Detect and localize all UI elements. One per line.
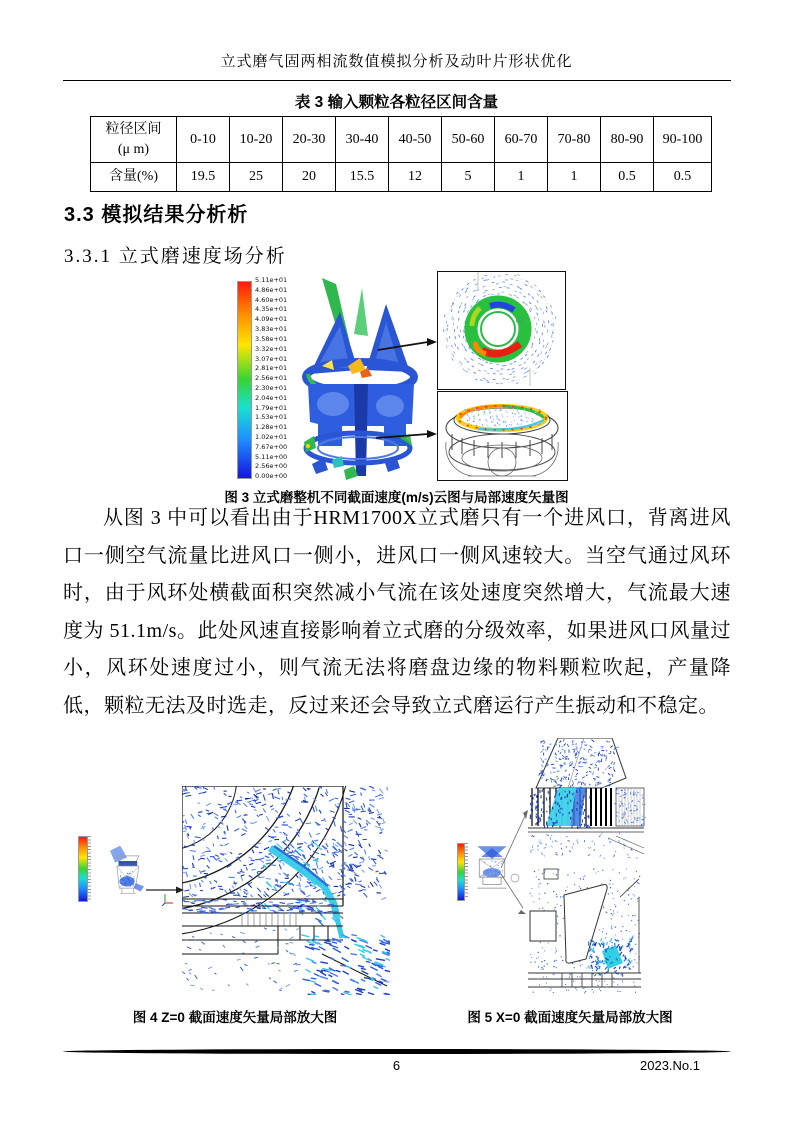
content-value-cell: 12 [389,163,442,192]
colorbar-tick-label: 1.53e+01 [255,413,288,422]
table-row-label: 含量(%) [91,163,177,192]
content-value-cell: 0.5 [654,163,712,192]
section-heading-3-3-1: 3.3.1 立式磨速度场分析 [64,246,287,267]
content-value-cell: 5 [442,163,495,192]
table-header-row [91,117,712,163]
page-number: 6 [392,1058,401,1073]
colorbar-tick-label: 1.28e+01 [255,423,288,432]
colorbar-tick-label: 3.58e+01 [255,334,288,343]
table-header-line1: 粒径区间 [105,121,162,137]
figure5-top-vector-panel [528,738,646,860]
figure5-caption: 图 5 X=0 截面速度矢量局部放大图 [467,1010,673,1025]
colorbar-tick-label: 1.02e+01 [255,433,288,441]
figure4-caption: 图 4 Z=0 截面速度矢量局部放大图 [132,1010,338,1025]
colorbar-tick-label: 2.30e+01 [255,383,288,392]
footer-rule [63,1049,731,1054]
issue-label: 2023.No.1 [640,1058,700,1073]
colorbar-tick-label: 2.04e+01 [255,393,288,402]
classifier-rim-vector-image [438,392,564,477]
figure5-colorbar [457,843,465,901]
classifier-vector-box [437,391,568,481]
callout-arrow-icons [372,330,438,445]
content-value-cell: 1 [548,163,601,192]
section-heading-3-3: 3.3 模拟结果分析析 [64,204,249,226]
header-rule [63,80,731,81]
range-header-cell: 60-70 [495,117,548,163]
range-header-cell: 10-20 [230,117,283,163]
figure3-colorbar [237,281,252,479]
table-caption: 表 3 输入颗粒各粒径区间含量 [294,94,499,111]
table-header-cell [91,117,177,163]
content-value-cell: 19.5 [177,163,230,192]
colorbar-tick-label: 2.56e+00 [255,462,288,471]
ring-vector-field-image [438,272,562,386]
content-value-cell: 20 [283,163,336,192]
header-title: 立式磨气固两相流数值模拟分析及动叶片形状优化 [220,54,573,70]
content-value-cell: 0.5 [601,163,654,192]
colorbar-tick-label: 5.11e+00 [255,452,288,461]
content-value-cell: 15.5 [336,163,389,192]
content-value-cell: 25 [230,163,283,192]
figure3-caption: 图 3 立式磨整机不同截面速度(m/s)云图与局部速度矢量图 [224,490,569,505]
table-header-line2: (μ m) [117,141,150,157]
colorbar-tick-label: 2.81e+01 [255,364,288,373]
colorbar-tick-label: 0.00e+00 [255,472,288,481]
colorbar-tick-label: 4.60e+01 [255,295,288,304]
colorbar-tick-label: 2.56e+01 [255,374,288,383]
colorbar-tick-label: 4.86e+01 [255,285,288,294]
figure5-bottom-vector-panel [528,867,643,995]
table-value-row [91,163,712,192]
figure4-zoom-vector-panel [182,786,390,995]
colorbar-tick-label: 3.07e+01 [255,354,288,363]
colorbar-tick-label: 7.67e+00 [255,442,288,451]
figure4-colorbar-ticks [88,836,91,900]
colorbar-tick-label: 1.79e+01 [255,403,288,412]
figure5-colorbar-ticks [465,843,468,899]
range-header-cell: 20-30 [283,117,336,163]
content-value-cell: 1 [495,163,548,192]
range-header-cell: 80-90 [601,117,654,163]
figure4-mill-overview-image [110,843,144,901]
range-header-cell: 70-80 [548,117,601,163]
axes-triad-icon [161,892,175,906]
particle-size-table [90,116,712,192]
top-section-vector-box [437,271,566,390]
range-header-cell: 30-40 [336,117,389,163]
range-header-cell: 40-50 [389,117,442,163]
range-header-cell: 0-10 [177,117,230,163]
colorbar-tick-label: 3.83e+01 [255,325,288,334]
colorbar-tick-label: 4.09e+01 [255,315,288,324]
body-paragraph: 从图 3 中可以看出由于HRM1700X立式磨只有一个进风口，背离进风口一侧空气流量比进风口一侧小，进风口一侧风速较大。当空气通过风环时，由于风环处横截面积突然减小气流在该处速度突然增大，气流最大速度为 51.1m/s。此处风速直接影响着立式磨的分级效率，如果进风口风量过小，风环处速度过小，则气流无法将磨盘边缘的物料颗粒吹起，产量降低，颗粒无法及时选走，反过来还会导致立式磨运行产生振动和不稳定。 [63,507,731,717]
range-header-cell: 90-100 [654,117,712,163]
figure5-callout-lines [498,802,532,918]
colorbar-tick-label: 3.32e+01 [255,344,288,353]
range-header-cell: 50-60 [442,117,495,163]
colorbar-tick-label: 4.35e+01 [255,305,288,314]
figure4-colorbar [78,836,88,902]
colorbar-tick-label: 5.11e+01 [255,276,288,284]
